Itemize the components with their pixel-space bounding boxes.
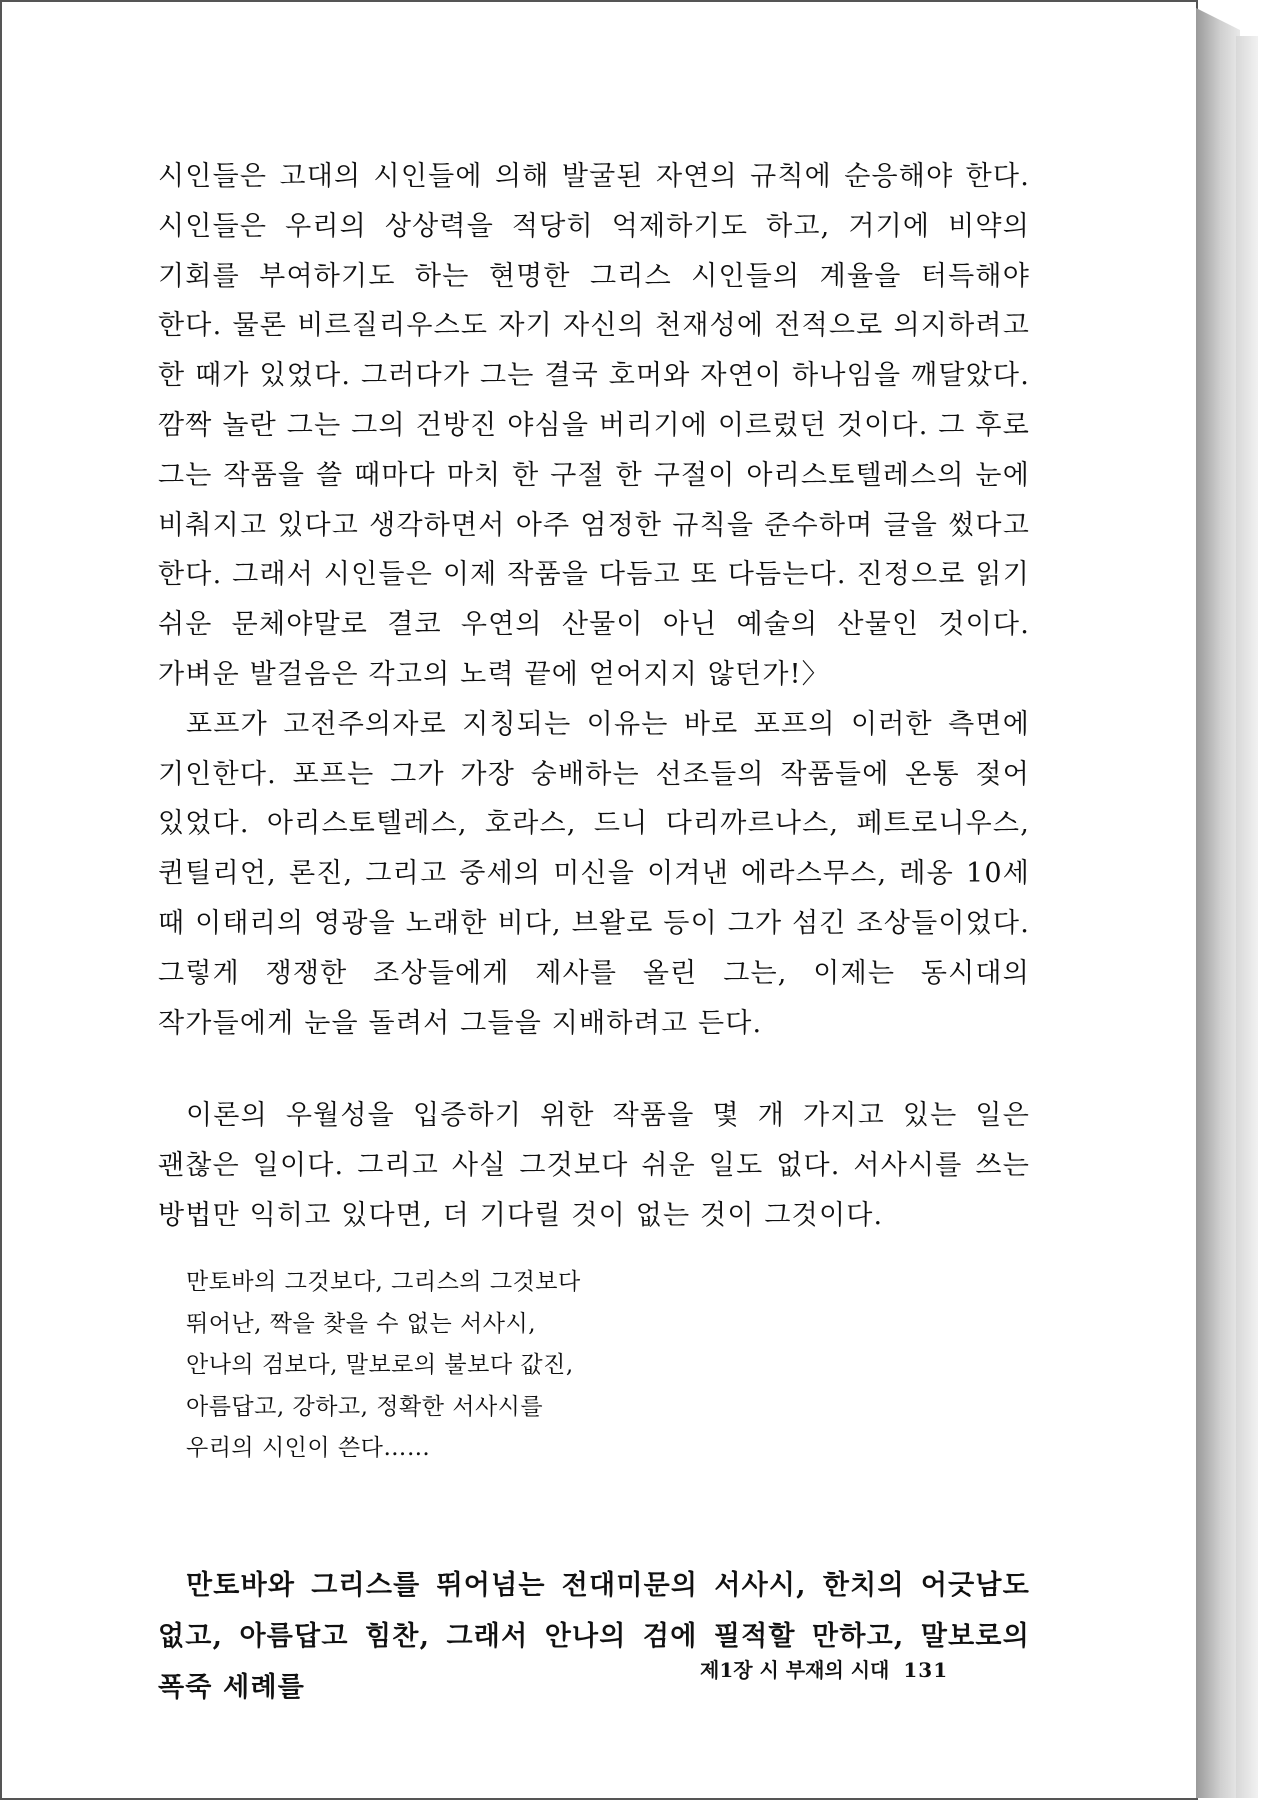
paragraph-2: 포프가 고전주의자로 지칭되는 이유는 바로 포프의 이러한 측면에 기인한다. 포프는 그가 가장 숭배하는 선조들의 작품들에 온통 젖어 있었다. 아리스토텔레스, 호라스, 드니 다리까르나스, 페트로니우스, 퀸틸리언, 론진, 그리고 중세의 미신을 이겨낸 에라스무스, 레옹 10세 때 이태리의 영광을 노래한 비다, 브왈로 등이 그가 섬긴 조상들이었다. 그렇게 쟁쟁한 조상들에게 제사를 올린 그는, 이제는 동시대의 작가들에게 눈을 돌려서 그들을 지배하려고 든다.: [158, 708, 1030, 1039]
page-stack-edge: [1196, 8, 1240, 1798]
paragraph-1: 시인들은 고대의 시인들에 의해 발굴된 자연의 규칙에 순응해야 한다. 시인들은 우리의 상상력을 적당히 억제하기도 하고, 거기에 비약의 기회를 부여하기도 하는 현명한 그리스 시인들의 계율을 터득해야 한다. 물론 비르질리우스도 자기 자신의 천재성에 전적으로 의지하려고 한 때가 있었다. 그러다가 그는 결국 호머와 자연이 하나임을 깨달았다. 깜짝 놀란 그는 그의 건방진 야심을 버리기에 이르렀던 것이다. 그 후로 그는 작품을 쓸 때마다 마치 한 구절 한 구절이 아리스토텔레스의 눈에 비춰지고 있다고 생각하면서 아주 엄정한 규칙을 준수하며 글을 썼다고 한다. 그래서 시인들은 이제 작품을 다듬고 또 다듬는다. 진정으로 읽기 쉬운 문체야말로 결코 우연의 산물이 아닌 예술의 산물인 것이다. 가벼운 발걸음은 각고의 노력 끝에 얻어지지 않던가!〉: [158, 161, 1030, 690]
paragraph-3: 이론의 우월성을 입증하기 위한 작품을 몇 개 가지고 있는 일은 괜찮은 일이다. 그리고 사실 그것보다 쉬운 일도 없다. 서사시를 쓰는 방법만 익히고 있다면, 더 기다릴 것이 없는 것이 그것이다.: [158, 1100, 1030, 1231]
poem-line: 만토바의 그것보다, 그리스의 그것보다: [186, 1269, 581, 1295]
running-footer: [700, 1654, 948, 1683]
body-text: [158, 152, 1030, 1241]
page-stack-edge-outer: [1236, 36, 1258, 1798]
poem-line: 뛰어난, 짝을 찾을 수 없는 서사시,: [186, 1310, 537, 1337]
paragraph-gap: [158, 1048, 1030, 1091]
bold-paragraph: 만토바와 그리스를 뛰어넘는 전대미문의 서사시, 한치의 어긋남도 없고, 아름답고 힘찬, 그래서 안나의 검에 필적할 만하고, 말보로의 폭죽 세례를: [158, 1570, 1030, 1703]
poem-line: 우리의 시인이 쓴다……: [186, 1435, 431, 1461]
poem-quote: [186, 1262, 581, 1470]
poem-line: 안나의 검보다, 말보로의 불보다 값진,: [186, 1352, 574, 1378]
chapter-title: 제1장 시 부재의 시대: [700, 1658, 890, 1682]
page-number: 131: [903, 1658, 949, 1682]
poem-line: 아름답고, 강하고, 정확한 서사시를: [186, 1393, 544, 1420]
